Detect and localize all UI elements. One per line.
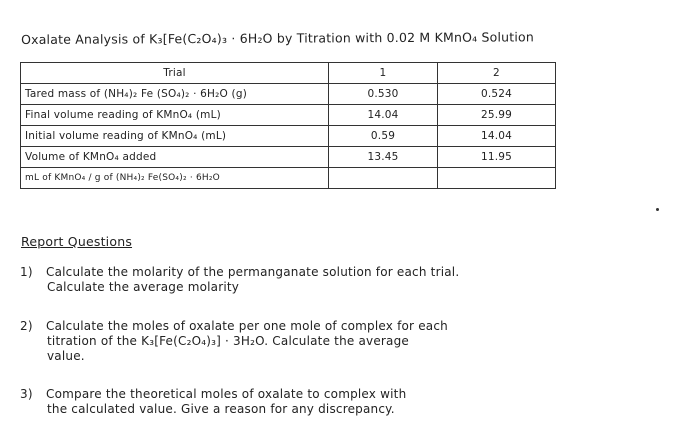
cell-trial-2: 11.95 bbox=[438, 147, 556, 168]
question-number: 2) bbox=[20, 319, 33, 333]
table-row bbox=[21, 105, 556, 126]
question-text-line: Calculate the molarity of the permanganate solution for each trial. bbox=[46, 265, 460, 279]
row-label-tared-mass: Tared mass of (NH₄)₂ Fe (SO₄)₂ · 6H₂O (g) bbox=[21, 84, 329, 105]
cell-trial-1: 0.59 bbox=[329, 126, 438, 147]
question-2 bbox=[20, 319, 448, 364]
report-questions-heading: Report Questions bbox=[21, 234, 133, 249]
data-table-container bbox=[20, 62, 556, 189]
row-label-initial-volume: Initial volume reading of KMnO₄ (mL) bbox=[21, 126, 329, 147]
row-label-final-volume: Final volume reading of KMnO₄ (mL) bbox=[21, 105, 329, 126]
table-row bbox=[21, 126, 556, 147]
question-text-line: Calculate the average molarity bbox=[47, 280, 240, 294]
table-header-row bbox=[21, 63, 556, 84]
row-label-volume-added: Volume of KMnO₄ added bbox=[21, 147, 329, 168]
question-number: 1) bbox=[20, 265, 33, 279]
cell-trial-2: 14.04 bbox=[438, 126, 556, 147]
question-number: 3) bbox=[20, 387, 33, 401]
question-text-line: Compare the theoretical moles of oxalate to complex with bbox=[46, 387, 407, 401]
cell-trial-1: 0.530 bbox=[329, 84, 438, 105]
question-1 bbox=[20, 265, 459, 295]
page-title: Oxalate Analysis of K₃[Fe(C₂O₄)₃ · 6H₂O by Titration with 0.02 M KMnO₄ Solution bbox=[21, 29, 535, 47]
cell-trial-2 bbox=[438, 168, 556, 189]
table-row bbox=[21, 84, 556, 105]
cell-trial-2: 0.524 bbox=[438, 84, 556, 105]
cell-trial-1: 14.04 bbox=[329, 105, 438, 126]
table-row bbox=[21, 147, 556, 168]
cell-trial-1 bbox=[329, 168, 438, 189]
cell-trial-2: 25.99 bbox=[438, 105, 556, 126]
stray-pen-mark bbox=[656, 208, 659, 211]
header-trial-label: Trial bbox=[21, 63, 329, 84]
row-label-ml-per-gram: mL of KMnO₄ / g of (NH₄)₂ Fe(SO₄)₂ · 6H₂O bbox=[21, 168, 329, 189]
header-trial-2: 2 bbox=[438, 63, 556, 84]
question-3 bbox=[20, 387, 406, 417]
header-trial-1: 1 bbox=[329, 63, 438, 84]
question-text-line: Calculate the moles of oxalate per one mole of complex for each bbox=[46, 319, 448, 333]
titration-data-table bbox=[20, 62, 556, 189]
cell-trial-1: 13.45 bbox=[329, 147, 438, 168]
question-text-line: the calculated value. Give a reason for any discrepancy. bbox=[47, 402, 395, 416]
question-text-line: titration of the K₃[Fe(C₂O₄)₃] · 3H₂O. Calculate the average bbox=[47, 334, 410, 348]
table-row bbox=[21, 168, 556, 189]
question-text-line: value. bbox=[47, 349, 85, 363]
